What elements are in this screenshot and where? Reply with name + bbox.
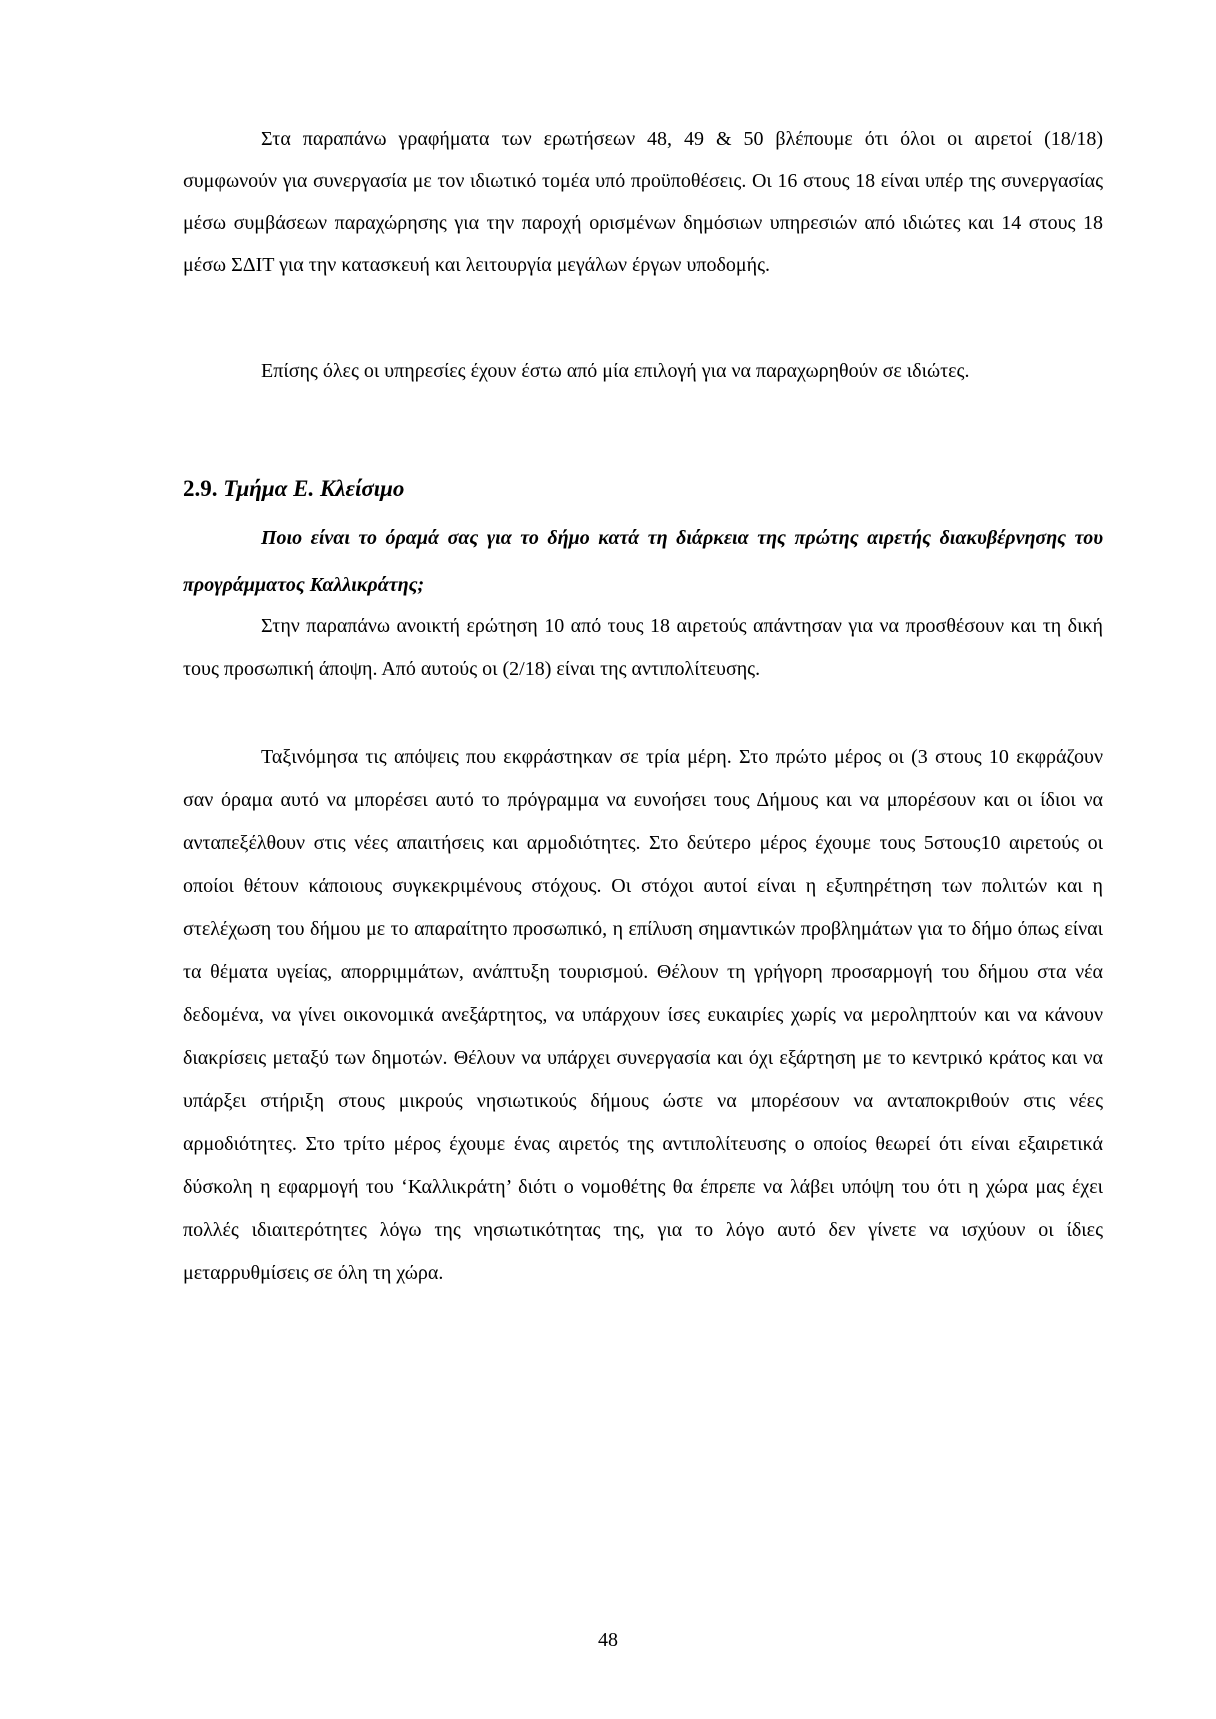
section-heading <box>183 473 404 505</box>
section-title: Τμήμα Ε. Κλείσιμο <box>223 476 405 501</box>
paragraph-survey-summary: Στα παραπάνω γραφήματα των ερωτήσεων 48, 49 & 50 βλέπουμε ότι όλοι οι αιρετοί (18/18) συμφωνούν για συνεργασία με τον ιδιωτικό τομέα υπό προϋποθέσεις. Οι 16 στους 18 είναι υπέρ της συνεργασίας μέσω συμβάσεων παραχώρησης για την παροχή ορισμένων δημόσιων υπηρεσιών από ιδιώτες και 14 στους 18 μέσω ΣΔΙΤ για την κατασκευή και λειτουργία μεγάλων έργων υποδομής. <box>183 128 1103 276</box>
survey-question: Ποιο είναι το όραμά σας για το δήμο κατά τη διάρκεια της πρώτης αιρετής διακυβέρνησης του προγράμματος Καλλικράτης; <box>183 527 1103 596</box>
paragraph-open-question-responses: Στην παραπάνω ανοικτή ερώτηση 10 από τους 18 αιρετούς απάντησαν για να προσθέσουν και τη δική τους προσωπική άποψη. Από αυτούς οι (2/18) είναι της αντιπολίτευσης. <box>183 615 1103 680</box>
page-number: 48 <box>598 1629 618 1651</box>
paragraph-services-option: Επίσης όλες οι υπηρεσίες έχουν έστω από μία επιλογή για να παραχωρηθούν σε ιδιώτες. <box>261 360 970 382</box>
section-number: 2.9. <box>183 476 218 501</box>
paragraph-views-classification: Ταξινόμησα τις απόψεις που εκφράστηκαν σε τρία μέρη. Στο πρώτο μέρος οι (3 στους 10 εκφράζουν σαν όραμα αυτό να μπορέσει αυτό το πρόγραμμα να ευνοήσει τους Δήμους και να μπορέσουν και οι ίδιοι να ανταπεξέλθουν στις νέες απαιτήσεις και αρμοδιότητες. Στο δεύτερο μέρος έχουμε τους 5στους10 αιρετούς οι οποίοι θέτουν κάποιους συγκεκριμένους στόχους. Οι στόχοι αυτοί είναι η εξυπηρέτηση των πολιτών και η στελέχωση του δήμου με το απαραίτητο προσωπικό, η επίλυση σημαντικών προβλημάτων για το δήμο όπως είναι τα θέματα υγείας, απορριμμάτων, ανάπτυξη τουρισμού. Θέλουν τη γρήγορη προσαρμογή του δήμου στα νέα δεδομένα, να γίνει οικονομικά ανεξάρτητος, να υπάρχουν ίσες ευκαιρίες χωρίς να μεροληπτούν και να κάνουν διακρίσεις μεταξύ των δημοτών. Θέλουν να υπάρχει συνεργασία και όχι εξάρτηση με το κεντρικό κράτος και να υπάρξει στήριξη στους μικρούς νησιωτικούς δήμους ώστε να μπορέσουν να ανταποκριθούν στις νέες αρμοδιότητες. Στο τρίτο μέρος έχουμε ένας αιρετός της αντιπολίτευσης ο οποίος θεωρεί ότι είναι εξαιρετικά δύσκολη η εφαρμογή του ‘Καλλικράτη’ διότι ο νομοθέτης θα έπρεπε να λάβει υπόψη του ότι η χώρα μας έχει πολλές ιδιαιτερότητες λόγω της νησιωτικότητας της, για το λόγο αυτό δεν γίνετε να ισχύουν οι ίδιες μεταρρυθμίσεις σε όλη τη χώρα. <box>183 746 1103 1284</box>
